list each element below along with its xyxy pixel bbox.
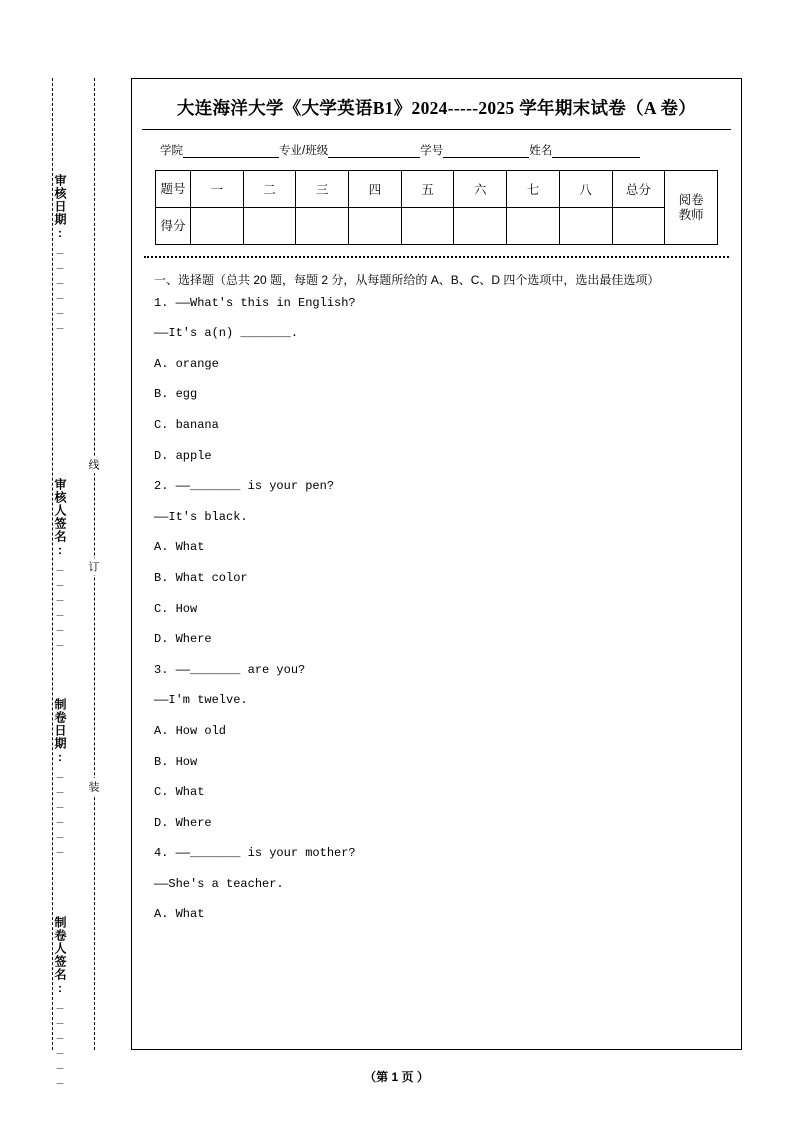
info-field-major-class [279, 142, 420, 158]
question-2-option-a: A. What [154, 540, 205, 555]
col-header-2: 二 [243, 171, 296, 208]
seal-mark-ding: 订 [87, 558, 98, 575]
question-2-option-d: D. Where [154, 632, 212, 647]
question-4-stem: 4. ——_______ is your mother? [154, 846, 356, 861]
question-3-answer-line: ——I'm twelve. [154, 693, 248, 708]
exam-paper-body [131, 78, 742, 1050]
seal-mark-zhuang: 装 [87, 778, 98, 795]
question-1-answer-line: ——It's a(n) _______. [154, 326, 299, 341]
info-blank-student-id[interactable] [443, 145, 529, 158]
question-1-option-a: A. orange [154, 356, 219, 371]
marking-teacher-line1: 阅卷 [678, 193, 704, 208]
table-row-question-numbers [156, 171, 718, 208]
info-label-college: 学院 [160, 145, 183, 157]
left-margin-strip [52, 78, 130, 1086]
score-cell-8[interactable] [559, 208, 612, 245]
row-label-score [156, 208, 191, 245]
question-1-option-b: B. egg [154, 387, 198, 402]
dotted-separator [144, 256, 729, 258]
table-row-scores [156, 208, 718, 245]
score-cell-6[interactable] [454, 208, 507, 245]
score-table [155, 170, 718, 245]
row-label-score-text: 得分 [160, 219, 186, 233]
question-3-stem: 3. ——_______ are you? [154, 662, 306, 677]
row-label-question-number-text: 题号 [160, 182, 186, 196]
col-header-3: 三 [296, 171, 349, 208]
make-date-label: 制卷日期:______ [53, 698, 67, 855]
col-header-6: 六 [454, 171, 507, 208]
audit-date-label: 审核日期:______ [53, 174, 67, 331]
seal-mark-line: 线 [87, 456, 98, 473]
question-2-answer-line: ——It's black. [154, 509, 248, 524]
score-cell-4[interactable] [349, 208, 402, 245]
question-2-option-b: B. What color [154, 570, 248, 585]
info-field-student-id [420, 142, 529, 158]
info-blank-college[interactable] [183, 145, 279, 158]
score-cell-2[interactable] [243, 208, 296, 245]
question-3-option-b: B. How [154, 754, 198, 769]
score-cell-total[interactable] [612, 208, 665, 245]
question-1-option-d: D. apple [154, 448, 212, 463]
info-blank-major-class[interactable] [328, 145, 420, 158]
info-field-college [160, 142, 279, 158]
score-cell-1[interactable] [191, 208, 244, 245]
col-header-4: 四 [349, 171, 402, 208]
question-4-answer-line: ——She's a teacher. [154, 876, 284, 891]
info-label-student-name: 姓名 [529, 145, 553, 157]
make-signature-label: 制卷人签名:______ [53, 916, 67, 1086]
student-info-row [160, 142, 719, 158]
title-underline [142, 129, 731, 130]
question-1-option-c: C. banana [154, 417, 219, 432]
question-2-option-c: C. How [154, 601, 198, 616]
col-header-5: 五 [401, 171, 454, 208]
question-content [154, 270, 723, 924]
row-label-question-number [156, 171, 191, 208]
col-header-8: 八 [559, 171, 612, 208]
score-cell-5[interactable] [401, 208, 454, 245]
col-header-7: 七 [507, 171, 560, 208]
page-footer: （第 1 页 ） [364, 1070, 429, 1084]
question-3-option-c: C. What [154, 785, 205, 800]
info-field-student-name [529, 142, 640, 158]
col-header-1: 一 [191, 171, 244, 208]
question-3-option-d: D. Where [154, 815, 212, 830]
score-cell-7[interactable] [507, 208, 560, 245]
page-title: 大连海洋大学《大学英语B1》2024-----2025 学年期末试卷（A 卷） [176, 98, 697, 118]
col-header-total: 总分 [612, 171, 665, 208]
question-3-option-a: A. How old [154, 723, 227, 738]
question-2-stem: 2. ——_______ is your pen? [154, 479, 335, 494]
question-4-option-a: A. What [154, 907, 205, 922]
section-heading: 一、选择题（总共 20 题，每题 2 分，从每题所给的 A、B、C、D 四个选项中，选出最佳选项） [154, 273, 660, 287]
info-label-major-class: 专业/班级 [279, 145, 329, 157]
info-blank-student-name[interactable] [552, 145, 640, 158]
question-1-stem: 1. ——What's this in English? [154, 295, 356, 310]
marking-teacher-line2: 教师 [678, 207, 704, 222]
audit-signature-label: 审核人签名:______ [53, 478, 67, 648]
info-label-student-id: 学号 [420, 145, 444, 157]
col-header-marking-teacher [665, 171, 718, 245]
score-cell-3[interactable] [296, 208, 349, 245]
